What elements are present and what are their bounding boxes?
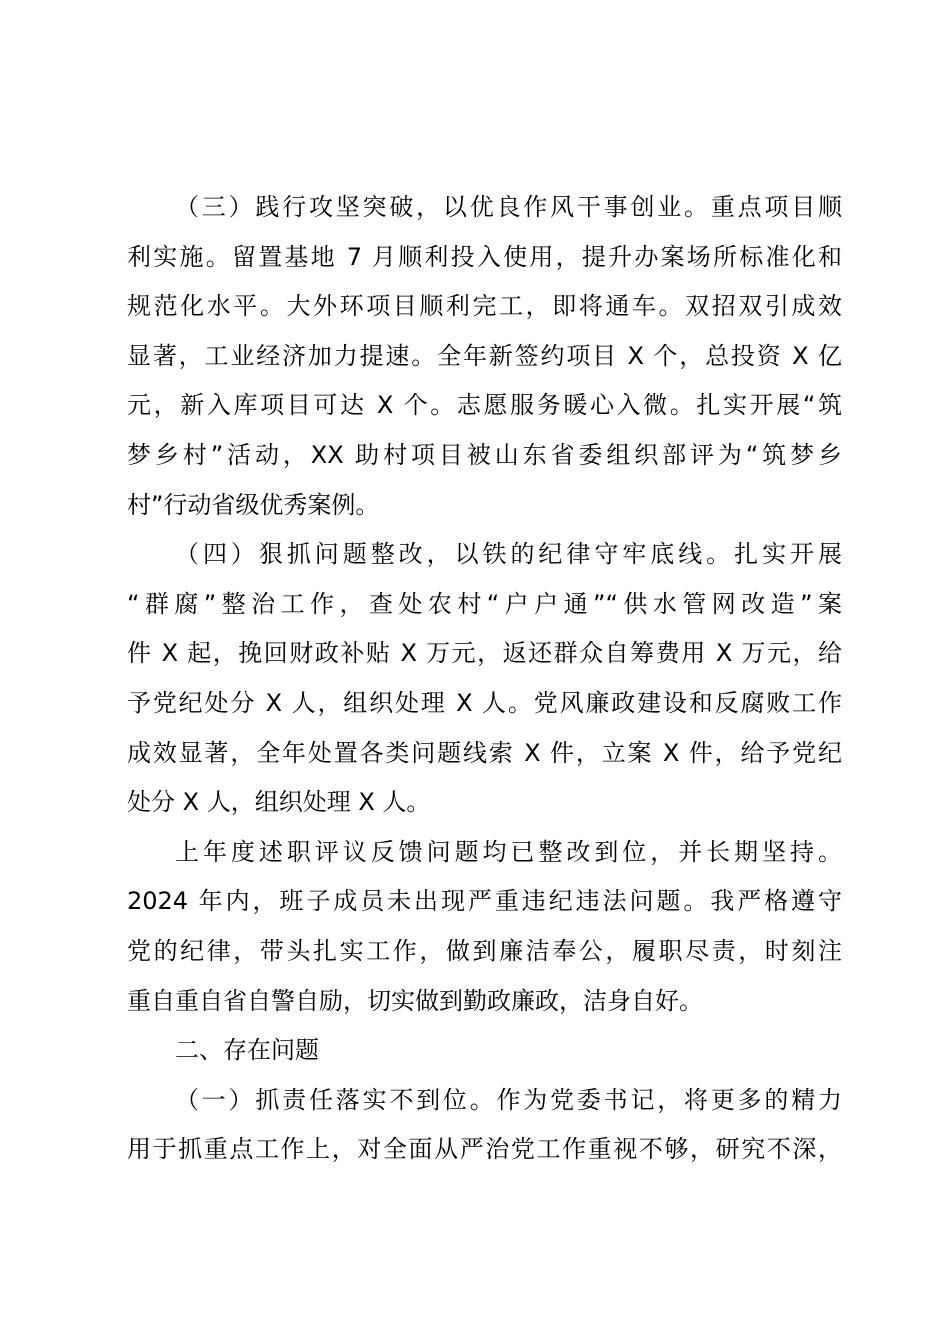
paragraph-line: （一）抓责任落实不到位。作为党委书记，将更多的精力: [175, 1085, 842, 1114]
paragraph-line: 元，新入库项目可达 X 个。志愿服务暖心入微。扎实开展“筑: [127, 391, 842, 420]
paragraph-line: （四）狠抓问题整改，以铁的纪律守牢底线。扎实开展: [175, 540, 842, 569]
paragraph-line: 重自重自省自警自励，切实做到勤政廉政，洁身自好。: [127, 986, 703, 1015]
paragraph-line: 利实施。留置基地 7 月顺利投入使用，提升办案场所标准化和: [127, 242, 842, 271]
paragraph-line: 上年度述职评议反馈问题均已整改到位，并长期坚持。: [175, 837, 842, 866]
paragraph-line: 处分 X 人，组织处理 X 人。: [127, 788, 431, 817]
section-heading: 二、存在问题: [175, 1036, 319, 1065]
paragraph-line: 党的纪律，带头扎实工作，做到廉洁奉公，履职尽责，时刻注: [127, 936, 842, 965]
paragraph-line: 显著，工业经济加力提速。全年新签约项目 X 个，总投资 X 亿: [127, 341, 842, 370]
paragraph-line: 用于抓重点工作上，对全面从严治党工作重视不够，研究不深，: [127, 1135, 842, 1164]
paragraph-line: 梦乡村”活动，XX 助村项目被山东省委组织部评为“筑梦乡: [127, 440, 842, 469]
paragraph-line: 规范化水平。大外环项目顺利完工，即将通车。双招双引成效: [127, 292, 842, 321]
paragraph-line: 成效显著，全年处置各类问题线索 X 件，立案 X 件，给予党纪: [127, 738, 842, 767]
paragraph-line: “群腐”整治工作，查处农村“户户通”“供水管网改造”案: [127, 589, 842, 618]
document-body: [127, 183, 842, 1175]
paragraph-line: 件 X 起，挽回财政补贴 X 万元，返还群众自筹费用 X 万元，给: [127, 639, 842, 668]
paragraph-line: 2024 年内，班子成员未出现严重违纪违法问题。我严格遵守: [127, 887, 842, 916]
paragraph-line: （三）践行攻坚突破，以优良作风干事创业。重点项目顺: [175, 193, 842, 221]
paragraph-line: 予党纪处分 X 人，组织处理 X 人。党风廉政建设和反腐败工作: [127, 688, 842, 717]
paragraph-line: 村”行动省级优秀案例。: [127, 490, 380, 519]
